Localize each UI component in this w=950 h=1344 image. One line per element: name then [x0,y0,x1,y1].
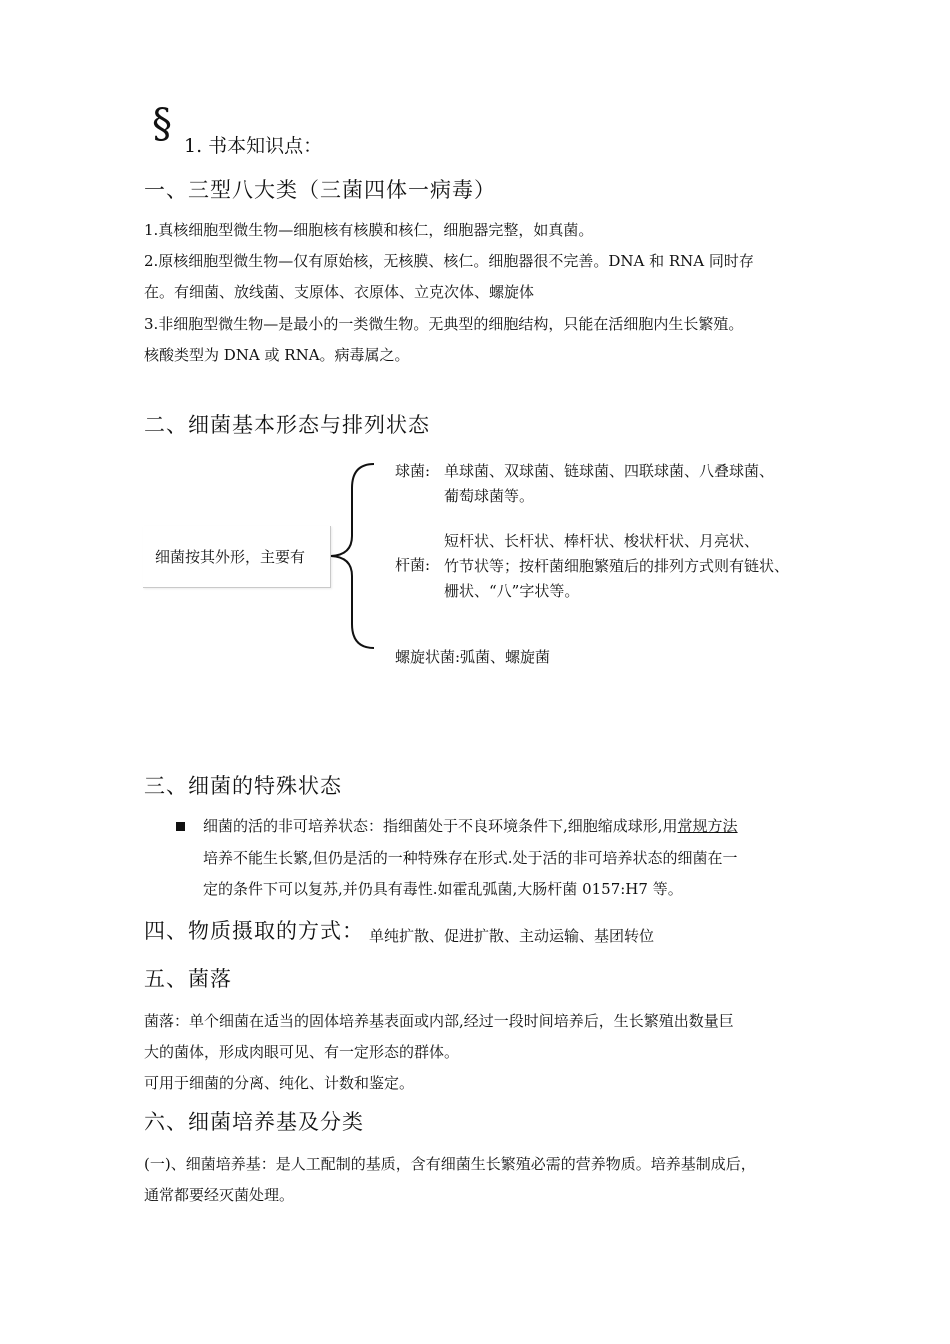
bacilli-label: 杆菌: [395,556,431,574]
s5-line-2: 大的菌体，形成肉眼可见、有一定形态的群体。 [144,1043,460,1061]
s3-line-1-text: 细菌的活的非可培养状态：指细菌处于不良环境条件下,细胞缩成球形,用 [203,817,678,835]
s1-line-5: 核酸类型为 DNA 或 RNA。病毒属之。 [144,346,410,364]
bacilli-line-2: 竹节状等；按杆菌细胞繁殖后的排列方式则有链状、 [444,557,790,575]
spiral-line: 螺旋状菌:弧菌、螺旋菌 [395,648,551,666]
bacilli-line-3: 栅状、“八”字状等。 [444,582,580,600]
s3-underlined-term: 常规方法 [677,817,738,835]
s4-content: 单纯扩散、促进扩散、主动运输、基团转位 [369,927,655,945]
s1-line-3: 在。有细菌、放线菌、支原体、衣原体、立克次体、螺旋体 [144,283,535,301]
section-heading-4: 四、物质摄取的方式： [144,919,364,943]
s5-line-1: 菌落：单个细菌在适当的固体培养基表面或内部,经过一段时间培养后，生长繁殖出数量巨 [144,1012,734,1030]
cocci-line-1: 单球菌、双球菌、链球菌、四联球菌、八叠球菌、 [444,462,775,480]
s3-line-3: 定的条件下可以复苏,并仍具有毒性.如霍乱弧菌,大肠杆菌 0157:H7 等。 [203,880,683,898]
section-symbol: § [152,101,172,147]
section-heading-6: 六、细菌培养基及分类 [144,1110,364,1134]
morphology-box-label: 细菌按其外形，主要有 [155,548,306,566]
section-heading-1: 一、三型八大类（三菌四体一病毒） [144,178,496,202]
s3-line-1 [203,811,738,842]
s1-line-4: 3.非细胞型微生物—是最小的一类微生物。无典型的细胞结构，只能在活细胞内生长繁殖。 [144,315,744,333]
section-heading-2: 二、细菌基本形态与排列状态 [144,413,430,437]
bullet-square [176,822,185,831]
s3-line-2: 培养不能生长繁,但仍是活的一种特殊存在形式.处于活的非可培养状态的细菌在一 [203,849,738,867]
section-heading-3: 三、细菌的特殊状态 [144,774,342,798]
s5-line-3: 可用于细菌的分离、纯化、计数和鉴定。 [144,1074,415,1092]
s6-line-2: 通常都要经灭菌处理。 [144,1186,295,1204]
bacilli-line-1: 短杆状、长杆状、棒杆状、梭状杆状、月亮状、 [444,532,760,550]
section-heading-5: 五、菌落 [144,967,232,991]
s1-line-2: 2.原核细胞型微生物—仅有原始核，无核膜、核仁。细胞器很不完善。DNA 和 RNA 同时存 [144,252,754,270]
morphology-box [143,526,331,588]
s6-line-1: (一)、细菌培养基：是人工配制的基质，含有细菌生长繁殖必需的营养物质。培养基制成后， [144,1155,756,1173]
cocci-label: 球菌: [395,462,431,480]
curly-brace [328,458,378,658]
page-title: 1. 书本知识点： [184,135,323,157]
s1-line-1: 1.真核细胞型微生物—细胞核有核膜和核仁，细胞器完整，如真菌。 [144,221,594,239]
cocci-line-2: 葡萄球菌等。 [444,487,535,505]
